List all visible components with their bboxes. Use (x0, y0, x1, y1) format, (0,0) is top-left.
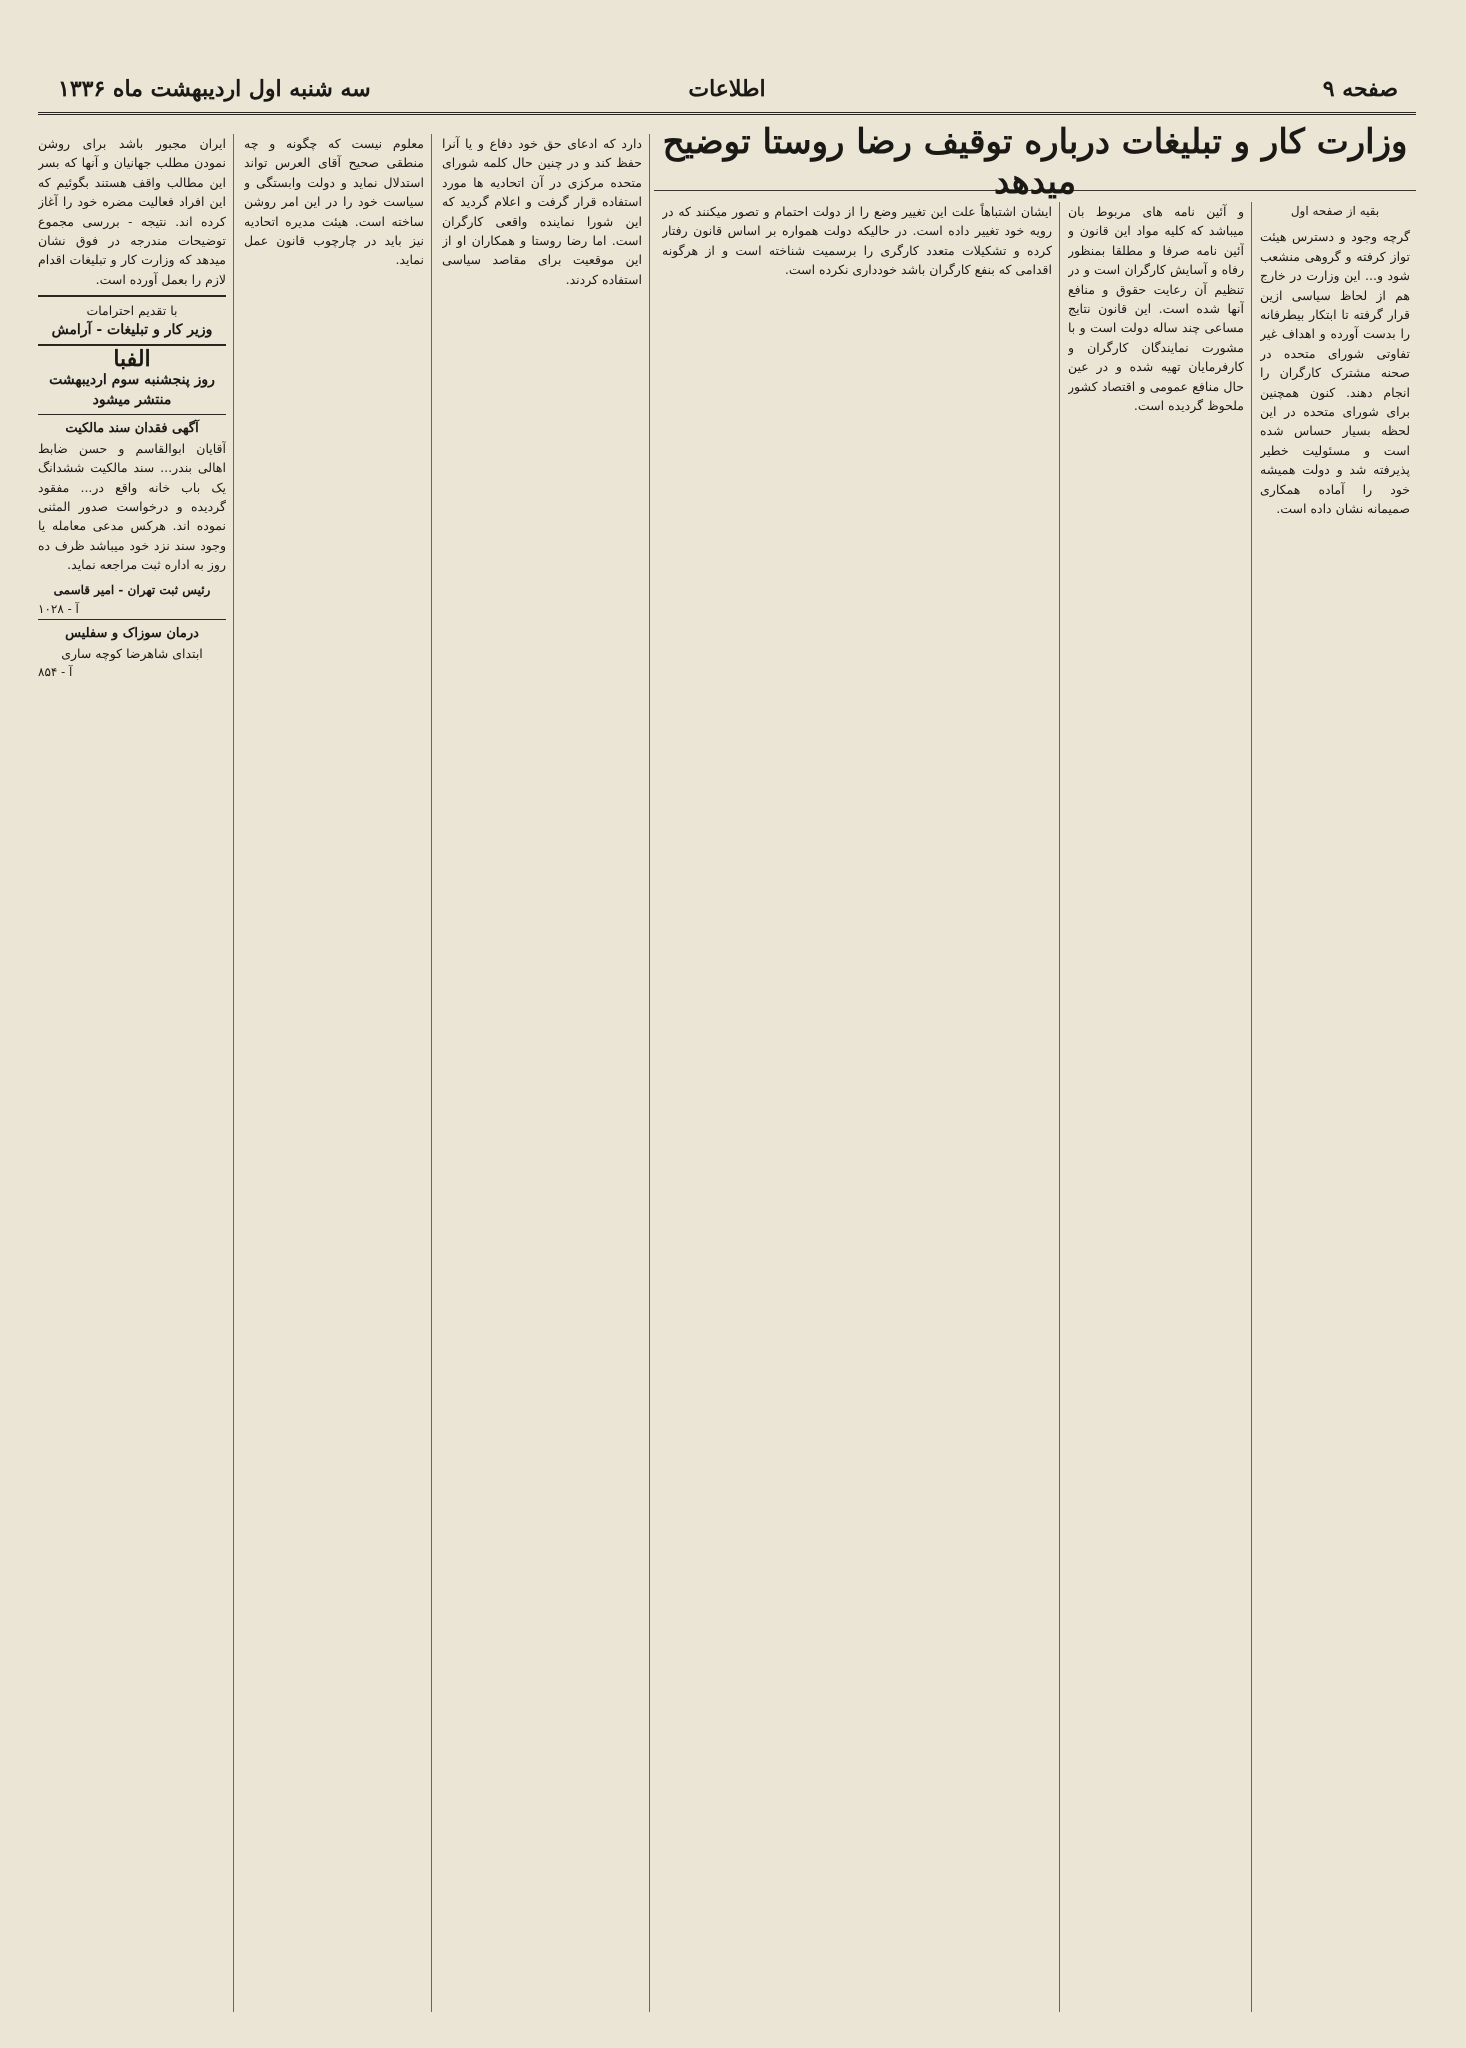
column-text: ایران مجبور باشد برای روشن نمودن مطلب جهانیان و آنها که بسر این مطالب واقف هستند بگوئیم که این افراد فعالیت مضره خود را آغاز کرده اند. نتیجه - بررسی مجموع توضیحات مندرجه در فوق نشان میدهد که وزارت کار و تبلیغات اقدام لازم را بعمل آورده است. (38, 136, 226, 287)
legal-notice-signer: رئیس ثبت تهران - امیر قاسمی (53, 582, 211, 597)
clinic-ad-heading: درمان سوزاک و سفلیس (65, 626, 199, 642)
article-column-6 (38, 134, 226, 2012)
ad-subtitle: روز پنجشنبه سوم اردیبهشت منتشر میشود (49, 372, 215, 408)
newspaper-page (38, 52, 1416, 2012)
page-number: صفحه ۹ (1322, 76, 1398, 102)
newspaper-name: اطلاعات (688, 76, 766, 102)
column-text: معلوم نیست که چگونه و چه منطقی صحیح آقای العرس تواند استدلال نماید و دولت وابستگی و سیاست خود را در این امر روشن ساخته است. هیئت مدیره اتحادیه نیز باید در چارچوب قانون عمل نماید. (244, 136, 424, 268)
article-column-1 (1260, 202, 1410, 2012)
column-text: دارد که ادعای حق خود دفاع و یا آنرا حفظ کند و در چنین حال کلمه شورای متحده مرکزی در آن اتحادیه ها مورد استفاده قرار گرفت و اعلام گردید که این شورا نماینده واقعی کارگران است. اما رضا روستا و همکاران او از این موقعیت برای مقاصد سیاسی استفاده کردند. (442, 136, 642, 287)
masthead (38, 62, 1416, 115)
column-text: ایشان اشتباهاً علت این تغییر وضع را از دولت احتمام و تصور میکنند که در رویه خود تغییر داده است. در حالیکه دولت همواره بر اساس قانون رفتار کرده و تشکیلات متعدد کارگری را برسمیت شناخته است و از هرگونه اقدامی که بنفع کارگران باشد خودداری نکرده است. (662, 204, 1052, 278)
legal-notice-text: آقایان ابوالقاسم و حسن ضابط اهالی بندر... سند مالکیت ششدانگ یک باب خانه واقع در... مفقود گردیده و درخواست صدور المثنی نموده اند. هرکس مدعی معامله یا وجود سند نزد خود میباشد ظرف ده روز به اداره ثبت مراجعه نماید. (38, 440, 226, 573)
clinic-ad-address: ابتدای شاهرضا کوچه ساری (61, 645, 203, 661)
closing-notice (38, 295, 226, 346)
column-text: گرچه وجود و دسترس هیئت تواز کرفته و گروهی منشعب شود و... این وزارت در خارج هم از لحاظ سیاسی ازین قرار گرفته تا ابتکار بیطرفانه را بدست آورده و اهداف غیر تفاوتی شورای متحده در صحنه مشترک کارگران را انجام دهند. کنون همچنین برای شورای متحده در این لحظه بسیار حساس شده است و مسئولیت خطیر پذیرفته شد و دولت همیشه خود را آماده همکاری صمیمانه نشان داده است. (1260, 229, 1410, 517)
legal-notice-heading: آگهی فقدان سند مالکیت (65, 421, 199, 437)
article-column-3 (662, 202, 1052, 2012)
ad-title: الفبا (113, 346, 151, 373)
issue-date: سه شنبه اول اردیبهشت ماه ۱۳۳۶ (58, 76, 371, 102)
clinic-ad (38, 619, 226, 682)
article-column-2 (1068, 202, 1244, 2012)
legal-notice-ad (38, 414, 226, 619)
closing-label: با تقدیم احترامات (86, 303, 178, 319)
continued-note: بقیه از صفحه اول (1290, 204, 1380, 218)
minister-signature: وزیر کار و تبلیغات - آرامش (51, 321, 213, 338)
legal-notice-code: ۱۰۲۸ - آ (38, 601, 79, 616)
column-text: و آئین نامه های مربوط بان میباشد که کلیه مواد این قانون و آئین نامه صرفا و مطلقا بمنظور رفاه و آسایش کارگران است و در تنظیم آن رعایت حقوق و منافع آنها شده است. این قانون نتایج مساعی چند ساله دولت است و با مشورت نمایندگان کارگران و کارفرمایان تهیه شده و در عین حال منافع عمومی و اقتصاد کشور ملحوظ گردیده است. (1068, 204, 1244, 414)
article-column-4 (442, 134, 642, 2012)
clinic-ad-code: ۸۵۴ - آ (38, 665, 73, 680)
main-headline: وزارت کار و تبلیغات درباره توقیف رضا روستا توضیح میدهد (662, 122, 1408, 202)
article-column-5 (244, 134, 424, 2012)
headline-block (654, 114, 1416, 202)
